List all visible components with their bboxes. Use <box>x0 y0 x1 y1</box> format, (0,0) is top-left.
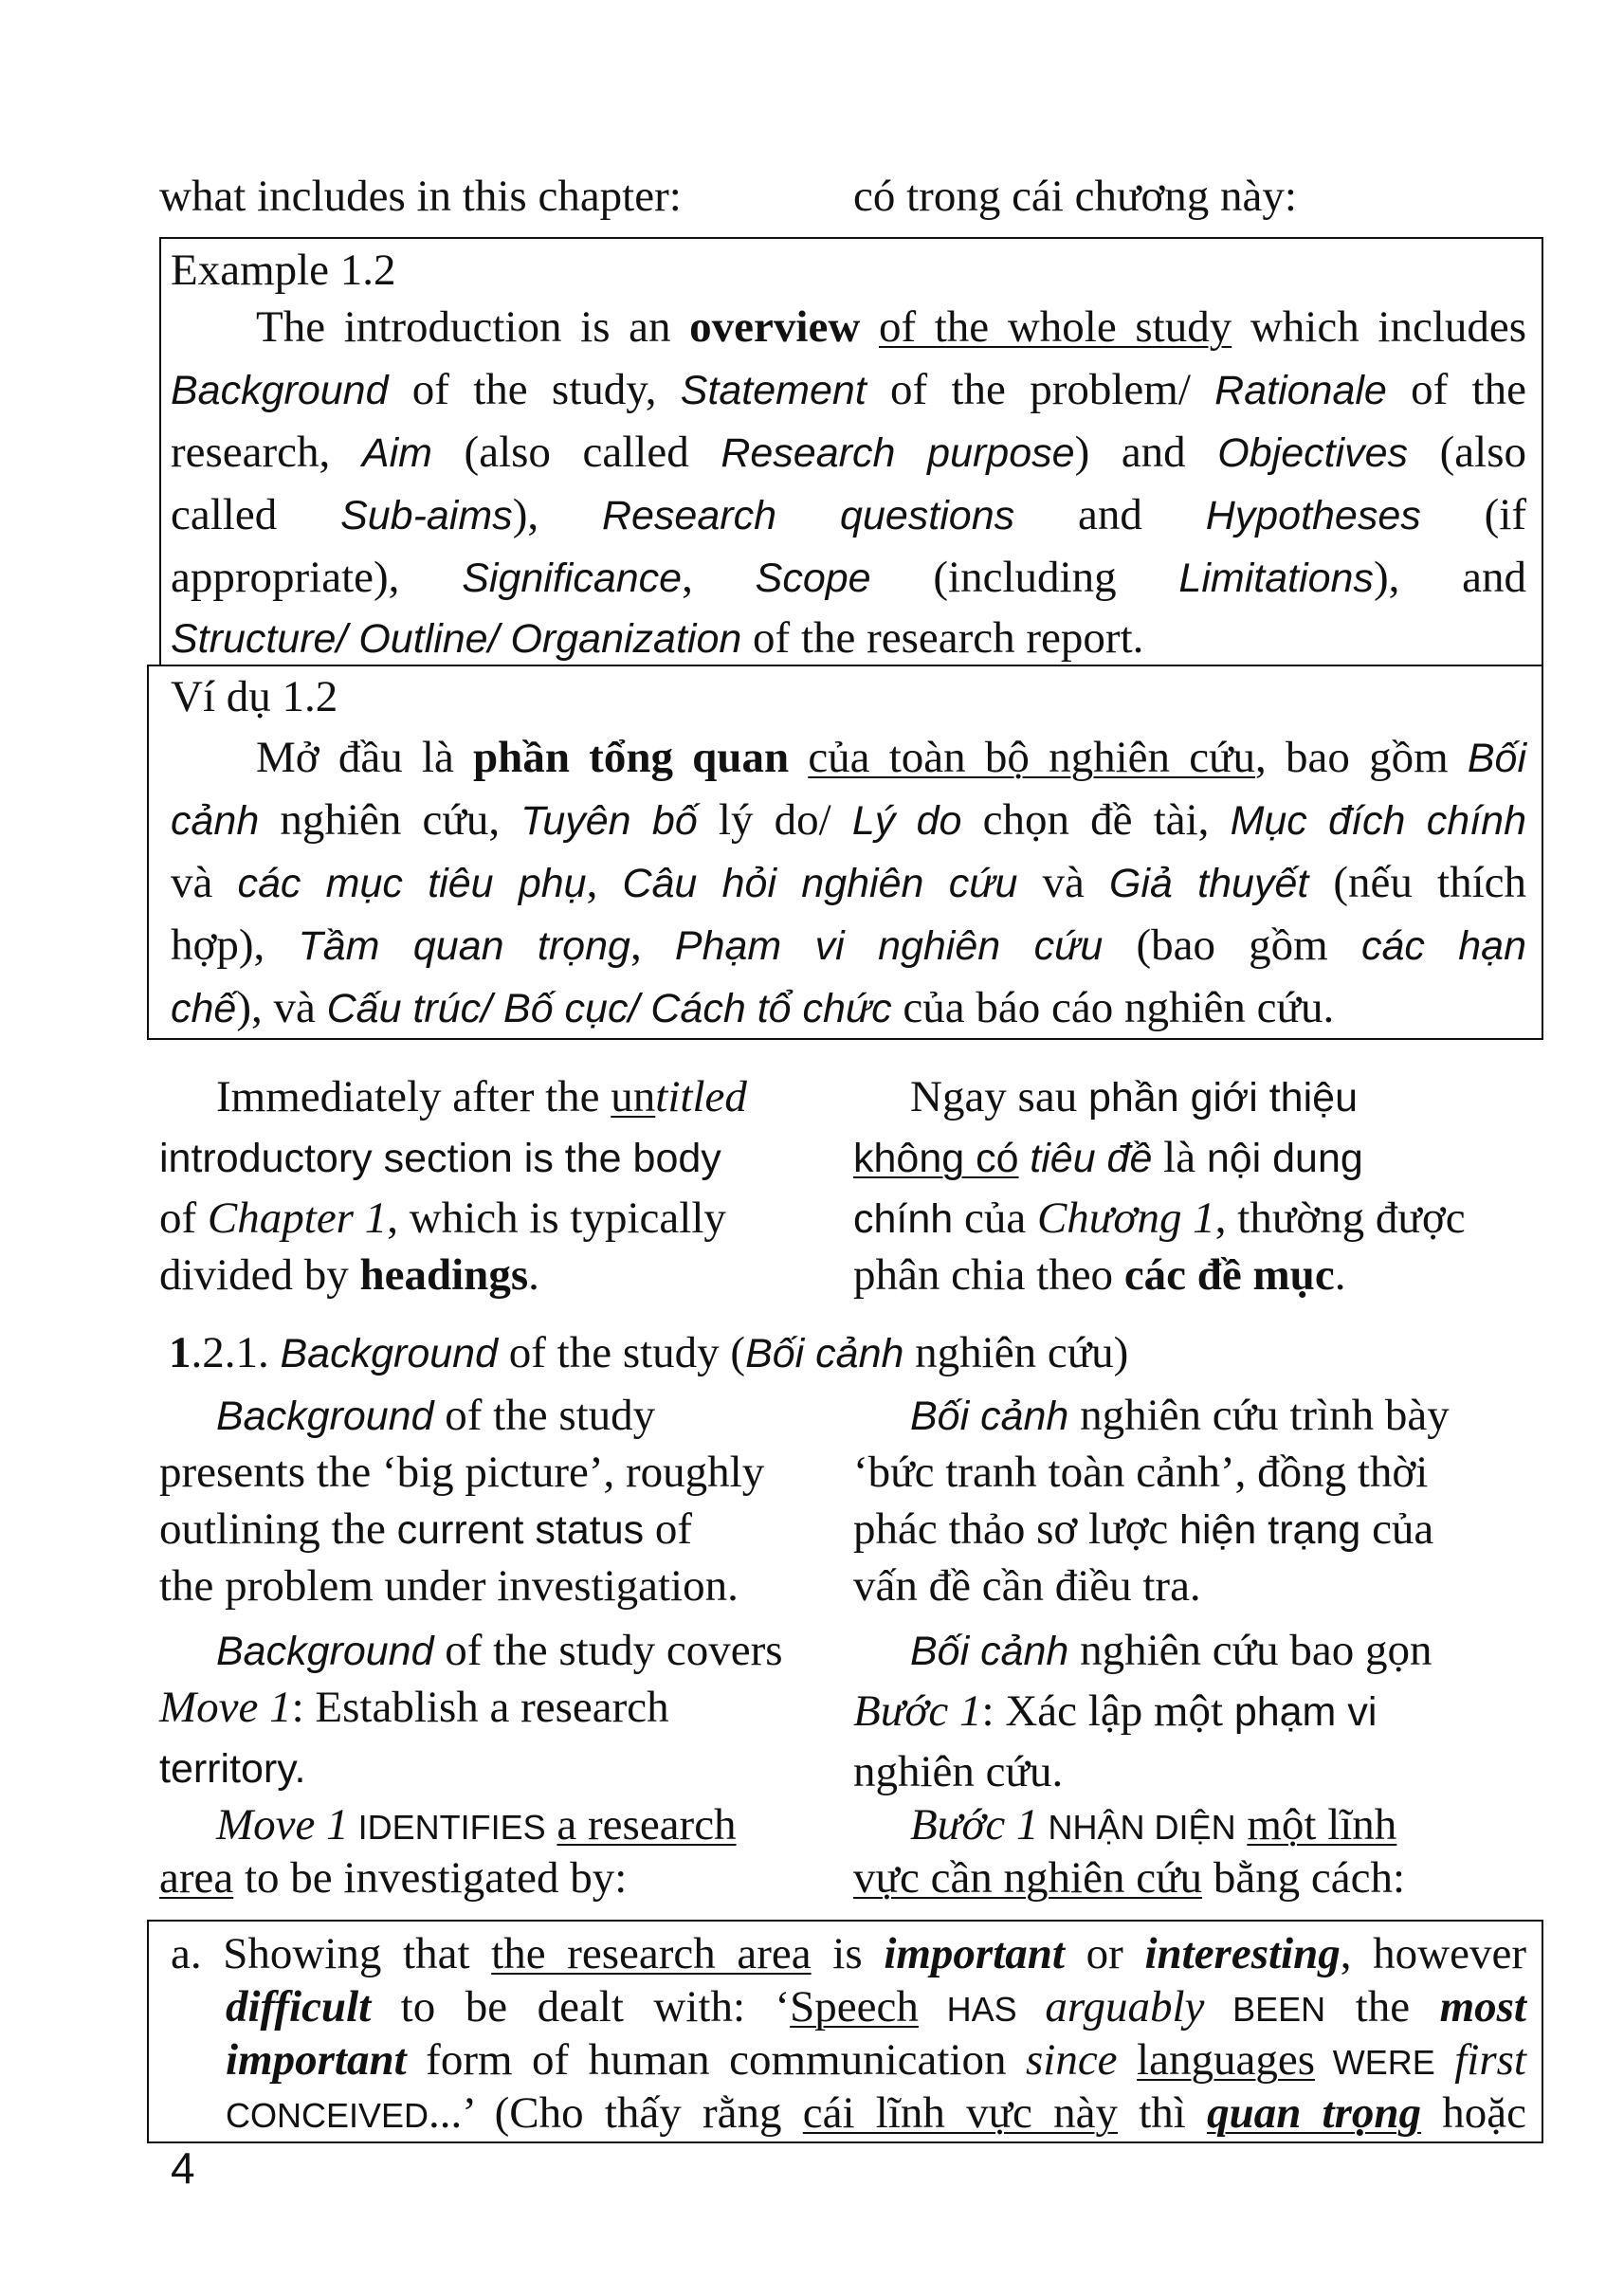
bg-en-line-5: Background of the study covers <box>216 1626 783 1675</box>
body-en-line-2: introductory section is the body <box>159 1136 721 1181</box>
example-vi-heading: Ví dụ 1.2 <box>171 672 338 721</box>
bg-en-line-4: the problem under investigation. <box>159 1561 739 1611</box>
bg-vi-line-5: Bối cảnh nghiên cứu bao gọn <box>910 1626 1432 1675</box>
example-vi-line-2: cảnh nghiên cứu, Tuyên bố lý do/ Lý do chọn đề tài, Mục đích chính <box>171 795 1526 845</box>
example-vi-line-4: hợp), Tầm quan trọng, Phạm vi nghiên cứu (bao gồm các hạn <box>171 920 1526 970</box>
bg-vi-line-2: ‘bức tranh toàn cảnh’, đồng thời <box>853 1448 1429 1497</box>
box-a-line-3: important form of human communication since languages WERE first <box>226 2035 1526 2085</box>
box-a-line-2: difficult to be dealt with: ‘Speech HAS arguably BEEN the most <box>226 1982 1526 2032</box>
example-vi-line-3: và các mục tiêu phụ, Câu hỏi nghiên cứu và Giả thuyết (nếu thích <box>171 858 1526 907</box>
body-en-line-1: Immediately after the untitled <box>216 1072 747 1121</box>
box-a-line-4: CONCEIVED...’ (Cho thấy rằng cái lĩnh vực này thì quan trọng hoặc <box>226 2088 1526 2138</box>
bg-vi-line-6: Bước 1: Xác lập một phạm vi <box>853 1686 1378 1736</box>
body-vi-line-3: chính của Chương 1, thường được <box>853 1194 1466 1243</box>
page-number: 4 <box>171 2143 195 2193</box>
body-vi-line-2: không có tiêu đề là nội dung <box>853 1133 1363 1182</box>
bg-vi-line-3: phác thảo sơ lược hiện trạng của <box>853 1504 1434 1554</box>
section-heading: 1.2.1. Background of the study (Bối cảnh nghiên cứu) <box>169 1328 1129 1377</box>
example-en-line-3: research, Aim (also called Research purpose) and Objectives (also <box>171 428 1526 477</box>
body-en-line-4: divided by headings. <box>159 1250 539 1300</box>
body-vi-line-1: Ngay sau phần giới thiệu <box>910 1072 1358 1121</box>
bg-en-line-6: Move 1: Establish a research <box>159 1683 669 1732</box>
bg-en-line-8: Move 1 IDENTIFIES a research <box>216 1800 737 1850</box>
intro-right: có trong cái chương này: <box>853 172 1297 221</box>
example-en-line-4: called Sub-aims), Research questions and Hypotheses (if <box>171 490 1526 539</box>
bg-vi-line-9: vực cần nghiên cứu bằng cách: <box>853 1853 1406 1903</box>
intro-left: what includes in this chapter: <box>159 172 682 221</box>
example-vi-line-1: Mở đầu là phần tổng quan của toàn bộ nghiên cứu, bao gồm Bối <box>256 733 1526 782</box>
example-en-line-5: appropriate), Significance, Scope (including Limitations), and <box>171 553 1527 602</box>
bg-vi-line-8: Bước 1 NHẬN DIỆN một lĩnh <box>910 1800 1397 1850</box>
example-vi-line-5: chế), và Cấu trúc/ Bố cục/ Cách tổ chức của báo cáo nghiên cứu. <box>171 983 1335 1032</box>
body-en-line-3: of Chapter 1, which is typically <box>159 1194 726 1243</box>
body-vi-line-4: phân chia theo các đề mục. <box>853 1250 1346 1300</box>
bg-vi-line-7: nghiên cứu. <box>853 1747 1064 1796</box>
example-en-line-1: The introduction is an overview of the whole study which includes <box>256 302 1527 352</box>
bg-vi-line-4: vấn đề cần điều tra. <box>853 1561 1201 1611</box>
example-en-heading: Example 1.2 <box>171 246 396 295</box>
bg-en-line-2: presents the ‘big picture’, roughly <box>159 1448 765 1497</box>
box-a-line-1: a. Showing that the research area is important or interesting, however <box>171 1929 1526 1978</box>
bg-en-line-3: outlining the current status of <box>159 1504 693 1554</box>
example-en-line-2: Background of the study, Statement of the problem/ Rationale of the <box>171 365 1526 414</box>
example-en-line-6: Structure/ Outline/ Organization of the research report. <box>171 613 1144 663</box>
bg-en-line-9: area to be investigated by: <box>159 1853 628 1903</box>
bg-en-line-1: Background of the study <box>216 1391 656 1440</box>
bg-vi-line-1: Bối cảnh nghiên cứu trình bày <box>910 1391 1450 1440</box>
bg-en-line-7: territory. <box>159 1746 306 1792</box>
